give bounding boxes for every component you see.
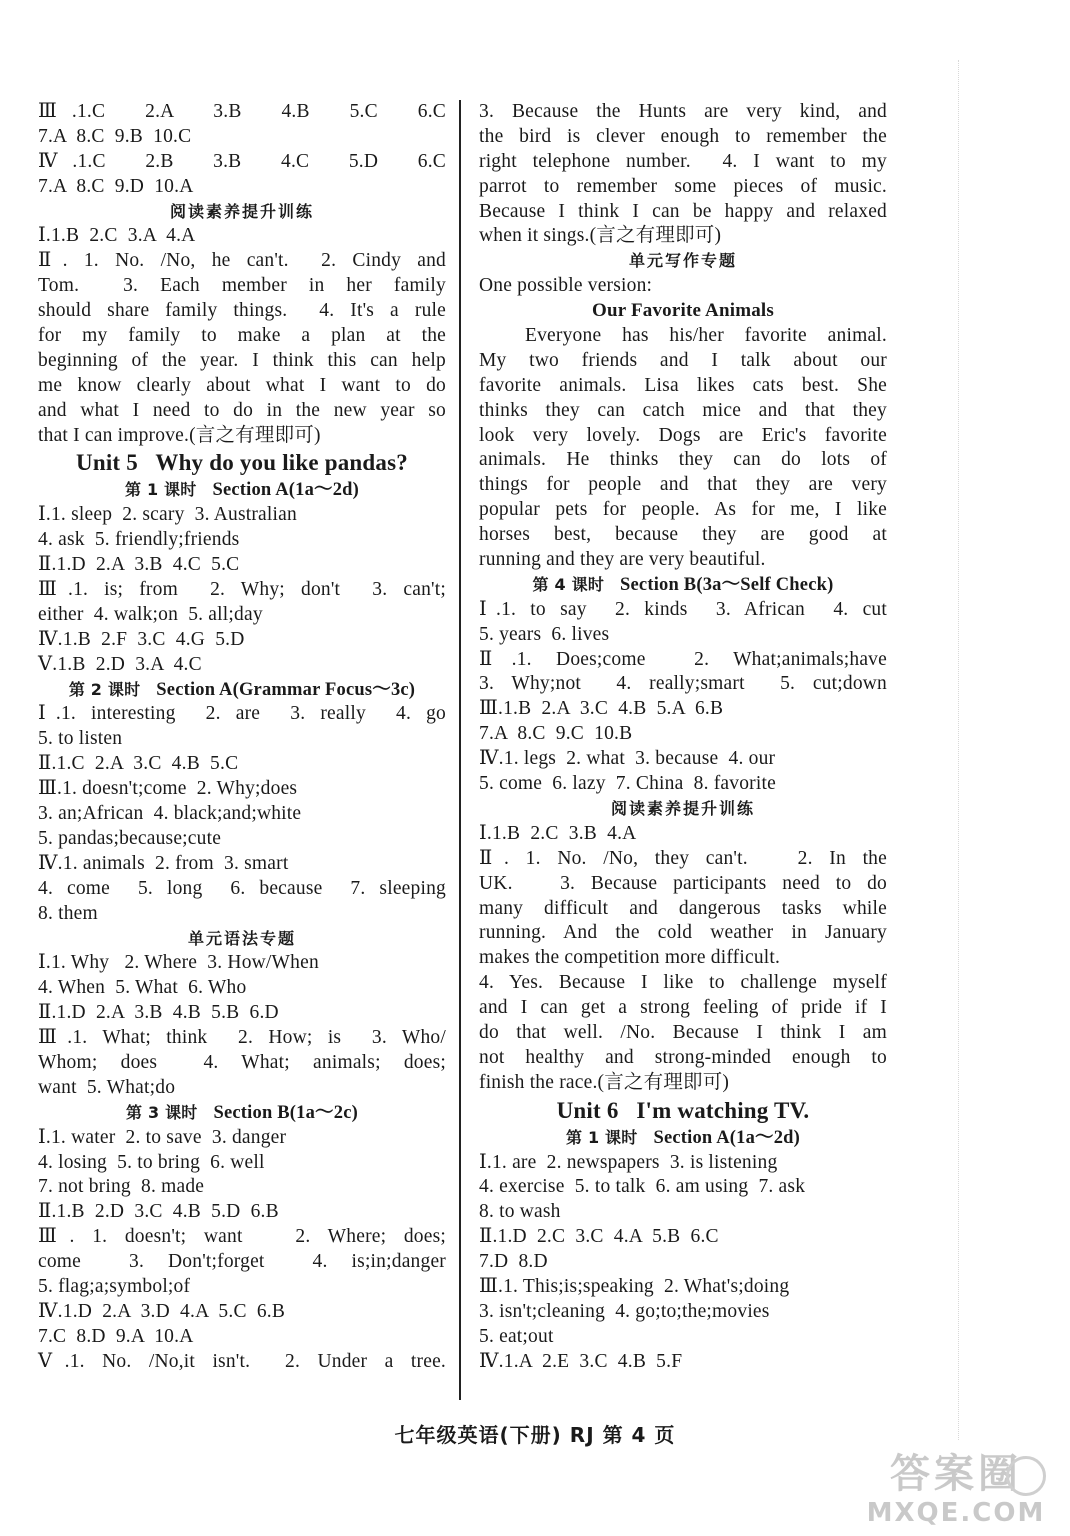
answer-line: Ⅰ.1. Why 2. Where 3. How/When (38, 952, 319, 974)
answer-line: Ⅰ.1.B 2.C 3.A 4.A (38, 225, 196, 247)
answer-line: Ⅰ.1. to say 2. kinds 3. African 4. cut (479, 598, 887, 620)
answer-line: 4. losing 5. to bring 6. well (38, 1151, 265, 1173)
answer-line: Ⅱ.1.C 2.A 3.C 4.B 5.C (38, 753, 239, 775)
answer-line: and I can get a strong feeling of pride if I (479, 997, 887, 1019)
answer-line: do that well. /No. Because I think I am (479, 1021, 887, 1043)
watermark-seal-icon (1006, 1456, 1046, 1496)
answer-line: popular pets for people. As for me, I like (479, 499, 887, 521)
answer-line: Ⅲ.1. What; think 2. How; is 3. Who/ (38, 1027, 446, 1049)
answer-line: Ⅱ.1.D 2.A 3.B 4.B 5.B 6.D (38, 1002, 279, 1024)
answer-line: 5. eat;out (479, 1325, 554, 1347)
answer-line: Ⅲ.1. doesn't;come 2. Why;does (38, 778, 298, 800)
answer-line: 4. Yes. Because I like to challenge myself (479, 972, 887, 994)
answer-line: 7.D 8.D (479, 1251, 548, 1273)
answer-line: Ⅲ.1. is; from 2. Why; don't 3. can't; (38, 579, 446, 601)
unit-title: Unit 5 Why do you like pandas? (76, 450, 408, 476)
answer-line: 4. When 5. What 6. Who (38, 977, 247, 999)
lesson-section: Section A(1a～2d) (212, 480, 360, 501)
answer-line: things for people and that they are very (479, 474, 887, 496)
answer-line: 7.C 8.D 9.A 10.A (38, 1325, 194, 1347)
answer-line: Ⅳ.1. legs 2. what 3. because 4. our (479, 748, 776, 770)
column-divider (459, 100, 461, 1400)
answer-line: makes the competition more difficult. (479, 947, 781, 969)
answer-line: 5. years 6. lives (479, 623, 610, 645)
right-column (479, 100, 887, 1375)
answer-line: animals. He thinks they can do lots of (479, 449, 887, 471)
section-subheading: 阅读素养提升训练 (610, 798, 755, 818)
answer-line: 3. an;African 4. black;and;white (38, 803, 302, 825)
answer-line: want 5. What;do (38, 1076, 176, 1098)
answer-line: UK. 3. Because participants need to do (479, 872, 887, 894)
answer-line: horses best, because they are good at (479, 524, 887, 546)
answer-line: Ⅱ. 1. No. /No, he can't. 2. Cindy and (38, 250, 446, 272)
answer-line: Ⅳ.1.B 2.F 3.C 4.G 5.D (38, 628, 245, 650)
answer-line: Ⅴ.1.B 2.D 3.A 4.C (38, 653, 202, 675)
answer-line: 7. not bring 8. made (38, 1176, 205, 1198)
answer-line: favorite animals. Lisa likes cats best. She (479, 374, 887, 396)
answer-line: One possible version: (479, 275, 653, 297)
answer-line: Ⅲ.1.C 2.A 3.B 4.B 5.C 6.C (38, 101, 446, 122)
answer-line: Whom; does 4. What; animals; does; (38, 1051, 446, 1073)
section-subheading: 单元写作专题 (628, 251, 737, 271)
lesson-section: Section A(1a～2d) (653, 1127, 801, 1148)
page-edge-dots (958, 60, 960, 1440)
answer-line: Ⅲ.1. This;is;speaking 2. What's;doing (479, 1275, 790, 1297)
answer-line: look very lovely. Dogs are Eric's favorite (479, 424, 887, 446)
lesson-number: 第 3 课时 (126, 1102, 198, 1122)
answer-line: 4. exercise 5. to talk 6. am using 7. ask (479, 1176, 806, 1198)
answer-line: 3. isn't;cleaning 4. go;to;the;movies (479, 1300, 770, 1322)
answer-line: 3. Because the Hunts are very kind, and (479, 101, 887, 122)
lesson-heading (38, 1101, 446, 1126)
answer-line: 5. pandas;because;cute (38, 827, 222, 849)
answer-line: either 4. walk;on 5. all;day (38, 603, 263, 625)
answer-line: Ⅴ.1. No. /No,it isn't. 2. Under a tree. (38, 1350, 446, 1372)
answer-line: running. And the cold weather in January (479, 922, 887, 944)
answer-line: come 3. Don't;forget 4. is;in;danger (38, 1251, 446, 1273)
lesson-number: 第 1 课时 (124, 480, 197, 500)
answer-line: 8. to wash (479, 1201, 561, 1223)
answer-line: Ⅱ.1. Does;come 2. What;animals;have (479, 648, 887, 670)
answer-line: beginning of the year. I think this can help (38, 349, 446, 371)
lesson-heading (479, 1126, 887, 1151)
answer-line: that I can improve.(言之有理即可) (38, 424, 321, 446)
answer-line: finish the race.(言之有理即可) (479, 1071, 730, 1093)
watermark-logo (856, 1450, 1056, 1536)
lesson-section: Section B(3a～Self Check) (620, 574, 834, 595)
answer-line: parrot to remember some pieces of music. (479, 175, 887, 197)
answer-line: Ⅰ.1. water 2. to save 3. danger (38, 1126, 287, 1148)
answer-line: Ⅱ. 1. No. /No, they can't. 2. In the (479, 847, 887, 869)
answer-line: 7.A 8.C 9.B 10.C (38, 125, 192, 147)
answer-line: 4. ask 5. friendly;friends (38, 529, 240, 551)
watermark-en: MXQE.COM (866, 1498, 1046, 1528)
answer-line: Everyone has his/her favorite animal. (525, 325, 887, 347)
essay-title: Our Favorite Animals (591, 300, 775, 322)
answer-line: Ⅰ.1. sleep 2. scary 3. Australian (38, 504, 297, 526)
lesson-heading (479, 573, 887, 598)
answer-line: 3. Why;not 4. really;smart 5. cut;down (479, 673, 887, 695)
answer-line: Tom. 3. Each member in her family (38, 275, 446, 297)
answer-line: the bird is clever enough to remember the (479, 125, 887, 147)
section-subheading: 阅读素养提升训练 (169, 201, 314, 221)
page-footer: 七年级英语(下册) RJ 第 4 页 (394, 1423, 676, 1447)
answer-line: 5. flag;a;symbol;of (38, 1275, 191, 1297)
answer-line: 7.A 8.C 9.D 10.A (38, 175, 194, 197)
answer-line: Ⅳ.1. animals 2. from 3. smart (38, 852, 289, 874)
answer-line: My two friends and I talk about our (479, 349, 887, 371)
answer-line: 4. come 5. long 6. because 7. sleeping (38, 877, 446, 899)
answer-line: 8. them (38, 902, 98, 924)
answer-line: Ⅲ.1.B 2.A 3.C 4.B 5.A 6.B (479, 698, 724, 720)
answer-line: when it sings.(言之有理即可) (479, 225, 722, 247)
answer-line: Ⅰ.1. interesting 2. are 3. really 4. go (38, 703, 446, 725)
lesson-heading (38, 478, 446, 503)
answer-line: thinks they can catch mice and that they (479, 399, 887, 421)
answer-line: running and they are very beautiful. (479, 549, 766, 571)
answer-line: should share family things. 4. It's a rule (38, 300, 446, 322)
answer-line: Ⅳ.1.A 2.E 3.C 4.B 5.F (479, 1350, 683, 1372)
lesson-section: Section A(Grammar Focus～3c) (156, 679, 416, 700)
answer-line: Ⅳ.1.C 2.B 3.B 4.C 5.D 6.C (38, 150, 446, 172)
answer-line: Ⅱ.1.D 2.A 3.B 4.C 5.C (38, 554, 240, 576)
answer-line: right telephone number. 4. I want to my (479, 150, 887, 172)
watermark-cn: 答案圈 (890, 1451, 1022, 1497)
unit-title: Unit 6 I'm watching TV. (556, 1097, 810, 1123)
answer-line: me know clearly about what I want to do (38, 374, 446, 396)
answer-line: Ⅱ.1.B 2.D 3.C 4.B 5.D 6.B (38, 1201, 279, 1223)
answer-line: Ⅱ.1.D 2.C 3.C 4.A 5.B 6.C (479, 1226, 719, 1248)
answer-line: for my family to make a plan at the (38, 325, 446, 347)
answer-line: 7.A 8.C 9.C 10.B (479, 723, 633, 745)
answer-line: not healthy and strong-minded enough to (479, 1046, 887, 1068)
answer-line: 5. to listen (38, 728, 123, 750)
answer-line: Ⅰ.1. are 2. newspapers 3. is listening (479, 1151, 778, 1173)
answer-line: 5. come 6. lazy 7. China 8. favorite (479, 773, 776, 795)
answer-line: Because I think I can be happy and relaxed (479, 200, 887, 222)
lesson-number: 第 1 课时 (565, 1127, 638, 1147)
answer-line: many difficult and dangerous tasks while (479, 897, 887, 919)
section-subheading: 单元语法专题 (187, 928, 296, 948)
left-column (38, 100, 446, 1375)
lesson-section: Section B(1a～2c) (213, 1102, 358, 1123)
lesson-heading (38, 678, 446, 703)
lesson-number: 第 4 课时 (532, 574, 605, 594)
answer-line: Ⅳ.1.D 2.A 3.D 4.A 5.C 6.B (38, 1300, 286, 1322)
lesson-number: 第 2 课时 (68, 679, 141, 699)
answer-line: and what I need to do in the new year so (38, 399, 446, 421)
answer-line: Ⅲ. 1. doesn't; want 2. Where; does; (38, 1226, 446, 1248)
answer-line: Ⅰ.1.B 2.C 3.B 4.A (479, 822, 637, 844)
